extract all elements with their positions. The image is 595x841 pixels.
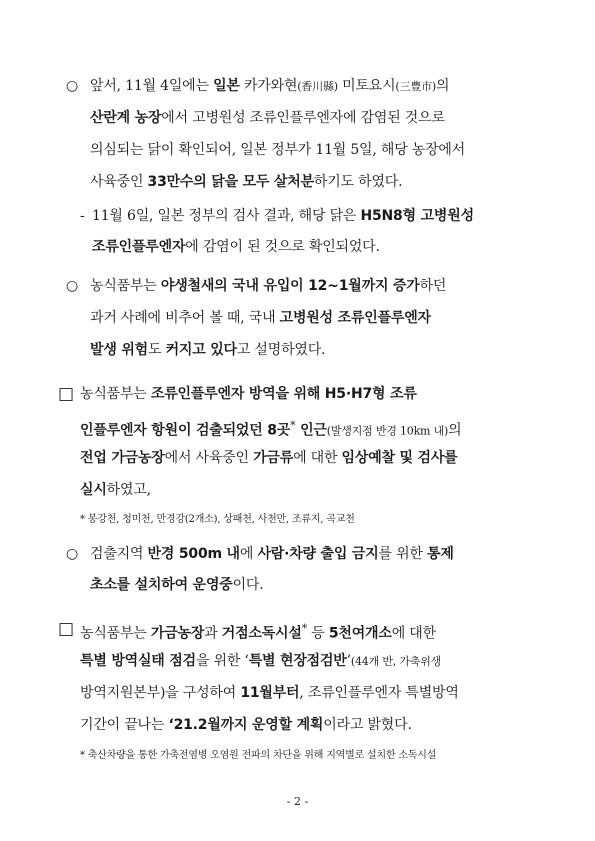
- square-bullet: □: [58, 619, 75, 639]
- circle-bullet: ○: [66, 78, 79, 94]
- p5-line-2: 특별 방역실태 점검을 위한 ‘특별 현장점검반’(44개 반, 가축위생: [80, 653, 442, 669]
- p5-line-4: 기간이 끝나는 ‘21.2월까지 운영할 계획이라고 밝혔다.: [80, 717, 412, 733]
- circle-bullet: ○: [66, 546, 79, 562]
- p3-line-1: 농식품부는 조류인플루엔자 방역을 위해 H5·H7형 조류: [80, 386, 417, 402]
- p5-line-3: 방역지원본부)을 구성하여 11월부터, 조류인플루엔자 특별방역: [80, 685, 459, 701]
- p4-line-1: 검출지역 반경 500m 내에 사람·차량 출입 금지를 위한 통제: [90, 546, 454, 562]
- dash-line-1: 11월 6일, 일본 정부의 검사 결과, 해당 닭은 H5N8형 고병원성: [92, 208, 474, 224]
- circle-bullet: ○: [66, 278, 79, 294]
- p1-line-1: 앞서, 11월 4일에는 일본 카가와현(香川縣) 미토요시(三豊市)의: [90, 78, 450, 94]
- p3-line-3: 전업 가금농장에서 사육중인 가금류에 대한 임상예찰 및 검사를: [80, 450, 458, 466]
- p3-line-4: 실시하였고,: [80, 482, 151, 498]
- p2-line-1: 농식품부는 야생철새의 국내 유입이 12~1월까지 증가하던: [90, 278, 447, 294]
- p2-line-3: 발생 위험도 커지고 있다고 설명하였다.: [90, 342, 326, 358]
- footnote-2: * 축산차량을 통한 가축전염병 오염원 전파의 차단을 위해 지역별로 설치한 소독시설: [80, 750, 437, 761]
- dash-bullet: -: [80, 208, 85, 224]
- square-bullet: □: [58, 384, 75, 404]
- p1-line-3: 의심되는 닭이 확인되어, 일본 정부가 11월 5일, 해당 농장에서: [90, 142, 466, 158]
- p2-line-2: 과거 사례에 비추어 볼 때, 국내 고병원성 조류인플루엔자: [90, 310, 431, 326]
- p1-line-2: 산란계 농장에서 고병원성 조류인플루엔자에 감염된 것으로: [90, 110, 445, 126]
- footnote-1: * 봉강천, 청미천, 만경강(2개소), 상패천, 사천만, 조류지, 곡교천: [80, 514, 355, 525]
- p3-line-2: 인플루엔자 항원이 검출되었던 8곳* 인근(발생지점 반경 10km 내)의: [80, 419, 462, 439]
- p4-line-2: 초소를 설치하여 운영중이다.: [90, 577, 264, 593]
- dash-line-2: 조류인플루엔자에 감염이 된 것으로 확인되었다.: [92, 239, 380, 255]
- p1-line-4: 사육중인 33만수의 닭을 모두 살처분하기도 하였다.: [90, 174, 403, 190]
- p5-line-1: 농식품부는 가금농장과 거점소독시설* 등 5천여개소에 대한: [80, 622, 436, 642]
- page-number: - 2 -: [286, 795, 309, 808]
